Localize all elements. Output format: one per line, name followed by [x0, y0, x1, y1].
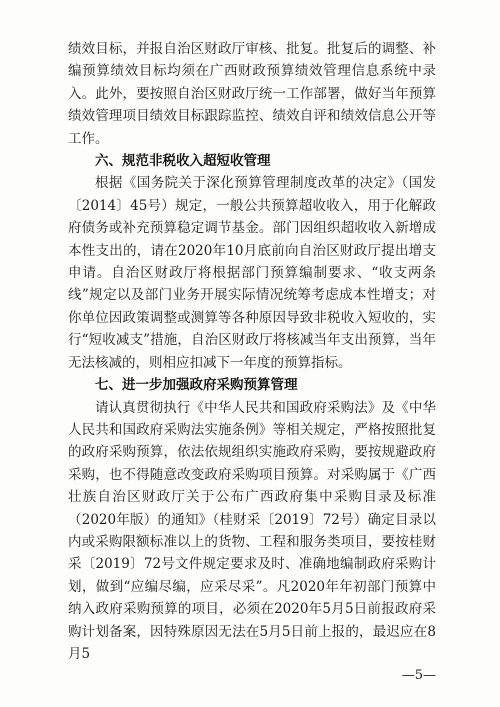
- section-six-heading: 六、规范非税收入超短收管理: [95, 153, 271, 170]
- document-body: [68, 38, 436, 665]
- section-seven-paragraph: 请认真贯彻执行《中华人民共和国政府采购法》及《中华人民共和国政府采购法实施条例》等相关规定，严格按照批复的政府采购预算，依法依规组织实施政府采购，要按规避政府采购，也不得随意改变政府采购项目预算。对采购属于《广西壮族自治区财政厅关于公布广西政府集中采购目录及标准（2020年版）的通知》（桂财采〔2019〕72号）确定目录以内或采购限额标准以上的货物、工程和服务类项目，要按桂财采〔2019〕72号文件规定要求及时、准确地编制政府采购计划，做到“应编尽编，应采尽采”。凡2020年年初部门预算中纳入政府采购预算的项目，必须在2020年5月5日前报政府采购计划备案，因特殊原因无法在5月5日前上报的，最迟应在8月5: [68, 399, 436, 662]
- paragraph-continuation: 绩效目标，并报自治区财政厅审核、批复。批复后的调整、补编预算绩效目标均须在广西财政预算绩效管理信息系统中录入。此外，要按照自治区财政厅统一工作部署，做好当年预算绩效管理项目绩效目标跟踪监控、绩效自评和绩效信息公开等工作。: [68, 41, 436, 147]
- section-seven-heading: 七、进一步加强政府采购预算管理: [95, 377, 298, 394]
- section-six-paragraph: 根据《国务院关于深化预算管理制度改革的决定》（国发〔2014〕45号）规定，一般公共预算超收收入，用于化解政府债务或补充预算稳定调节基金。部门因组织超收收入新增成本性支出的，请在2020年10月底前向自治区财政厅提出增支申请。自治区财政厅将根据部门预算编制要求、“收支两条线”规定以及部门业务开展实际情况统筹考虑成本性增支；对你单位因政策调整或测算等各种原因导致非税收入短收的，实行“短收减支”措施，自治区财政厅将核减当年支出预算，当年无法核减的，则相应扣减下一年度的预算指标。: [68, 175, 436, 371]
- page-number: —5—: [401, 668, 436, 683]
